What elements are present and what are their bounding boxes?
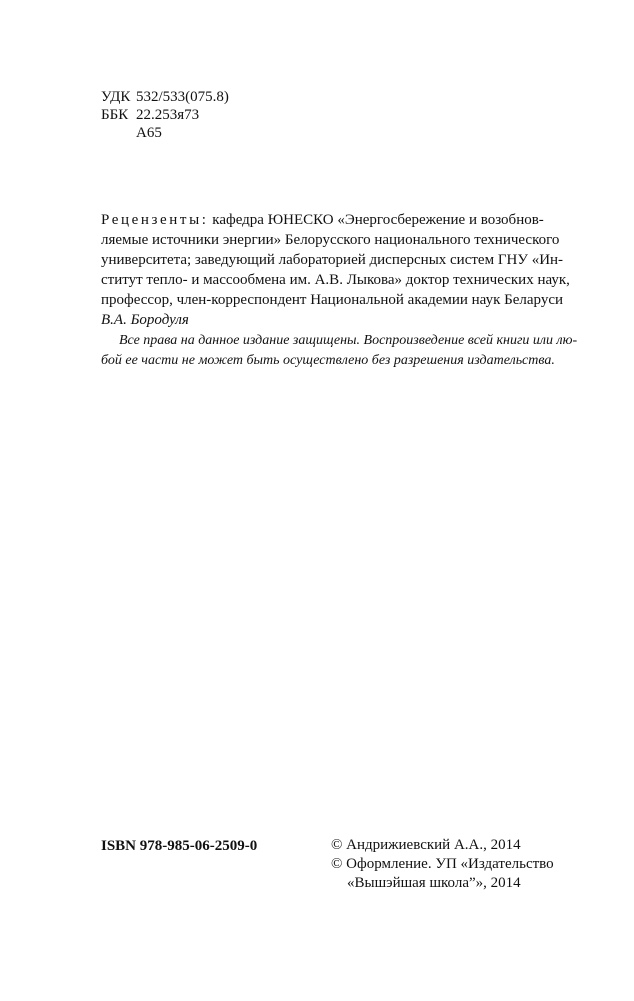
copyright-publisher: «Вышэйшая школа”», 2014 bbox=[347, 875, 521, 891]
rights-line-1: Все права на данное издание защищены. Воспроизведение всей книги или лю- bbox=[119, 333, 578, 348]
reviewer-name: В.А. Бородуля bbox=[101, 312, 189, 328]
rights-notice bbox=[101, 331, 578, 371]
udk-value: 532/533(075.8) bbox=[136, 89, 229, 105]
copyright-author: © Андрижиевский А.А., 2014 bbox=[331, 837, 521, 853]
reviewers-line-4: ститут тепло- и массообмена им. А.В. Лыкова» доктор технических наук, bbox=[101, 272, 570, 288]
reviewers-line-2: ляемые источники энергии» Белорусского национального технического bbox=[101, 232, 560, 248]
bbk-label: ББК bbox=[101, 107, 129, 123]
reviewers-line-1 bbox=[101, 210, 544, 230]
reviewers-line-5: профессор, член-корреспондент Национальной академии наук Беларуси bbox=[101, 292, 564, 308]
udk-label: УДК bbox=[101, 89, 131, 105]
reviewers-label: Рецензенты: bbox=[101, 212, 209, 228]
reviewers-block bbox=[101, 210, 570, 330]
copyright-block bbox=[331, 836, 554, 893]
reviewers-text: кафедра ЮНЕСКО «Энергосбережение и возобнов- bbox=[212, 212, 544, 228]
bbk-row bbox=[101, 106, 229, 124]
isbn-number: ISBN 978-985-06-2509-0 bbox=[101, 838, 258, 854]
author-mark: А65 bbox=[136, 125, 162, 141]
reviewers-line-3: университета; заведующий лабораторией дисперсных систем ГНУ «Ин- bbox=[101, 252, 564, 268]
rights-line-2: бой ее части не может быть осуществлено без разрешения издательства. bbox=[101, 353, 555, 368]
bbk-value: 22.253я73 bbox=[136, 107, 200, 123]
copyright-design: © Оформление. УП «Издательство bbox=[331, 856, 554, 872]
bibliographic-block bbox=[101, 88, 229, 142]
udk-row bbox=[101, 88, 229, 106]
